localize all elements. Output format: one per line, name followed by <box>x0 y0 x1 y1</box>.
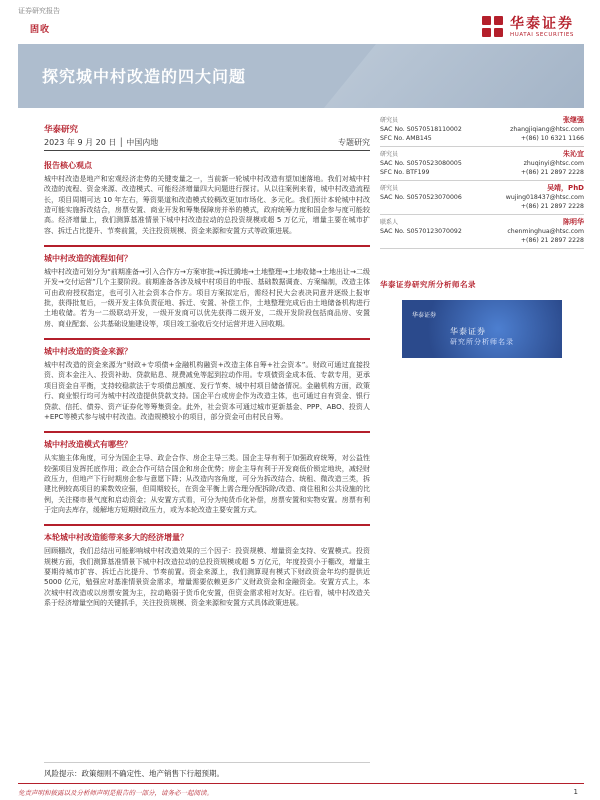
brand-logo <box>482 16 574 38</box>
analyst-email[interactable]: chenminghua@htsc.com <box>507 228 584 235</box>
card-line-2: 研究所分析师名录 <box>450 338 514 346</box>
analyst-sac: SAC No. S0570518110002 <box>380 126 462 133</box>
section-bar <box>44 524 370 526</box>
analyst-role: 联系人 <box>380 219 399 226</box>
analyst-email[interactable]: zhangjiqiang@htsc.com <box>510 126 584 133</box>
disclaimer: 免责声明和披露以及分析师声明是报告的一部分，请务必一起阅读。 <box>18 789 213 797</box>
section-bar <box>44 338 370 340</box>
huatai-logo-icon <box>482 16 504 38</box>
section-text: 城中村改造可划分为“前期准备→引入合作方→方案审批→拆迁腾地→土地整理→土地收储→土地出让→二级开发→交付运营”几个主要阶段。前期准备各涉及城中村项目的申报、基础数据调查、方案编制，改造主体可由政府授权指定，也可引入社会资本合作方。项目方案拟定后，需经村民大会表决同意并逐级上报审批，获得批复后，一级开发主体负责征地、拆迁、安置、补偿工作，土地整理完成后由土地储备机构进行土地收储。若为一二级联动开发，一级开发商可以优先获得二级开发，二级开发阶段包括商品房、安置房、商业配套、公共基础设施建设等，项目竣工验收后交付运营并进入回收期。 <box>44 268 370 328</box>
page-number: 1 <box>573 788 578 796</box>
section-tag: 固收 <box>30 25 51 35</box>
divider <box>44 150 370 151</box>
analyst-name: 朱沁宜 <box>563 150 584 158</box>
analyst-card <box>380 113 584 147</box>
analyst-card <box>380 181 584 215</box>
section-heading: 报告核心观点 <box>44 161 92 170</box>
analyst-card <box>380 147 584 181</box>
section-text: 城中村改造是地产和宏观经济走势的关键变量之一，当前新一轮城中村改造有望加速落地。我们对城中村改造的流程、资金来源、改造模式、可能经济增量四大问题进行探讨。从以往案例来看，城中村改造流程长，项目周期可达 10 年左右，筹资渠道和改造模式较稠改更加市场化、多元化。我们预计本轮城中村改造可能实施拆改结合，房票安置、商业开发和筹集保障房并举的模式，政府统筹力度和国企参与度可能较高。经济增量上，我们测算基准情景下城中村改造拉动的总投资规模或超 5 万亿元，增量主要在城市扩容、拆迁占比提升、节奏前置，关注投资规模、资金来源和安置方式等政策进展。 <box>44 175 370 235</box>
report-body <box>44 160 370 617</box>
analyst-sfc: SFC No. AMB145 <box>380 135 432 142</box>
analyst-card <box>380 215 584 249</box>
analyst-name: 张继强 <box>563 116 584 124</box>
banner-decoration <box>324 44 584 108</box>
analyst-name: 陈明华 <box>563 218 584 226</box>
section-text: 回顾棚改，我们总结出可能影响城中村改造效果的三个因子：投资规模、增量资金支持、安置模式。投资规模方面，我们测算基准情景下城中村改造拉动的总投资规模或超 5 万亿元，年度投资小于棚改，增量主要期待城市扩容、拆迁占比提升、节奏前置。资金来源上，我们测算现有模式下财政资金年均约提供近 5000 亿元，勉强应对基准情景资金需求，增量需要依赖更多广义财政资金和金融资金。安置方式上，本次城中村改造或以房票安置为主，拉动略弱于货币化安置，但资金需求相对友好。往后看，城中村改造关系于经济增量空间的关键抓手，关注投资规模、资金来源和安置方式具体政策进展。 <box>44 547 370 607</box>
analyst-panel <box>380 113 584 249</box>
section-text: 从实施主体角度，可分为国企主导、政企合作、房企主导三类。国企主导有利于加强政府统筹，对公益性较强项目发挥托底作用；政企合作可结合国企和房企优势；房企主导有利于开发商低价锁定地块，减轻财政压力，但地产下行时期房企参与意愿下降；从改造内容角度，可分为拆改结合、统租、微改造三类，拆建比例较高项目的乘数效应强，但周期较长，在资金平衡上需合理分配拆除/改造、商住租和公共设施的比例，关注楼市景气度和启动资金；从安置方式看，可分为纯货币化补偿，房票安置和实物安置。房票有利于定向去库存，缓解地方短期财政压力，或为本轮改造主要安置方式。 <box>44 454 370 514</box>
analyst-sac: SAC No. S0570523080005 <box>380 160 462 167</box>
section-heading: 城中村改造的流程如何？ <box>44 254 132 264</box>
report-category: 专题研究 <box>338 138 370 147</box>
footer-rule <box>18 783 584 784</box>
report-title: 探究城中村改造的四大问题 <box>42 67 247 86</box>
date-region: 2023 年 9 月 20 日 │ 中国内地 <box>44 138 159 147</box>
brand-name-cn: 华泰证券 <box>510 15 574 32</box>
analyst-role: 研究员 <box>380 151 399 158</box>
divider <box>44 762 370 763</box>
section-heading: 本轮城中村改造能带来多大的经济增量？ <box>44 533 188 543</box>
analyst-role: 研究员 <box>380 117 399 124</box>
research-team: 华泰研究 <box>44 125 79 135</box>
report-type-label: 证券研究报告 <box>18 7 60 15</box>
risk-warning: 风险提示：政策细则不确定性、地产销售下行超预期。 <box>44 769 224 778</box>
card-logo: 华泰证券 <box>412 312 437 319</box>
team-directory-title: 华泰证券研究所分析师名录 <box>380 280 476 289</box>
analyst-role: 研究员 <box>380 185 399 192</box>
analyst-sac: SAC No. S0570123070092 <box>380 228 462 235</box>
analyst-phone: +(86) 21 2897 2228 <box>520 169 584 176</box>
date-row <box>44 137 370 148</box>
analyst-email[interactable]: zhuqinyi@htsc.com <box>523 160 584 167</box>
section-text: 城中村改造的资金来源为“财政+专项债+金融机构融资+改造主体自筹+社会资本”。财政可通过直接投资、资本金注入、投资补助、贷款贴息、规费减免等起到拉动作用。专项债资金成本低、专款专用，更承项目资金自平衡，支持较稳款法于专项债总额度、发行节奏、城中村项目储备情况。金融机构方面，政策行、商业银行均可为城中村改造提供贷款支持。国企平台或房企作为改造主体，也可通过自有资金、银行贷款、信托、债券、资产证券化等筹集资金。此外，社会资本可通过城市更新基金、PPP、ABO、投资人+EPC等模式参与城中村改造。改造规模较小的项目，部分资金可由村民自筹。 <box>44 361 370 421</box>
brand-name-en: HUATAI SECURITIES <box>510 31 574 38</box>
title-banner <box>18 44 584 108</box>
analyst-phone: +(86) 21 2897 2228 <box>520 203 584 210</box>
section-heading: 城中村改造的资金来源？ <box>44 347 132 357</box>
analyst-phone: +(86) 10 6321 1166 <box>520 135 584 142</box>
analyst-sfc: SFC No. BTF199 <box>380 169 430 176</box>
analyst-name: 吴靖，PhD <box>547 184 584 192</box>
analyst-phone: +(86) 21 2897 2228 <box>520 237 584 244</box>
analyst-sac: SAC No. S0570523070006 <box>380 194 462 201</box>
team-directory-card[interactable] <box>402 300 562 358</box>
section-bar <box>44 431 370 433</box>
card-line-1: 华泰证券 <box>450 327 486 336</box>
analyst-email[interactable]: wujing018437@htsc.com <box>505 194 584 201</box>
section-heading: 城中村改造模式有哪些？ <box>44 440 132 450</box>
section-bar <box>44 245 370 247</box>
